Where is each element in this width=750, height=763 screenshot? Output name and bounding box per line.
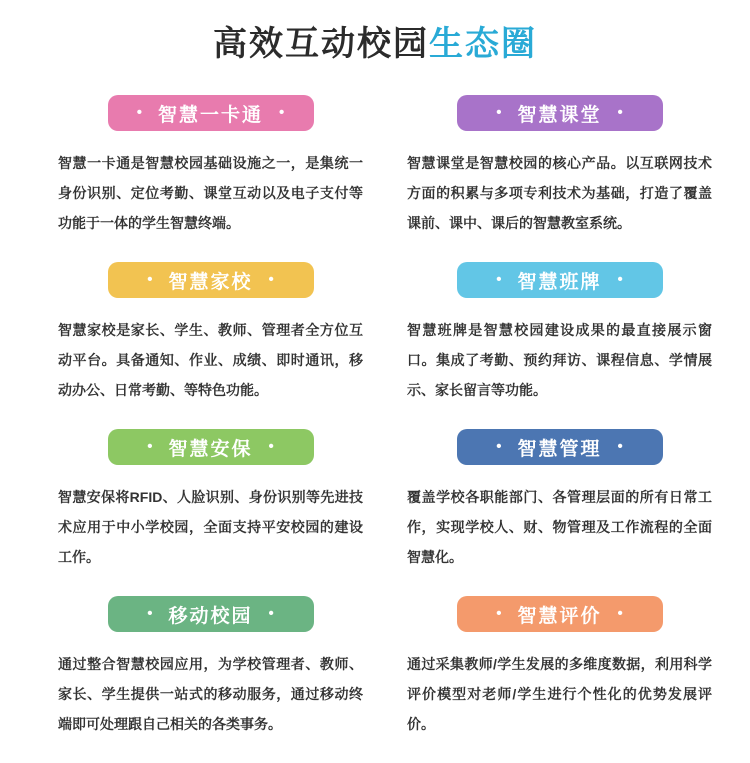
badge-smart-card — [108, 95, 314, 131]
card-smart-class-board — [407, 262, 712, 423]
title-black-part: 高效互动校园 — [213, 25, 429, 63]
card-smart-security — [58, 429, 363, 590]
badge-label: 移动校园 — [168, 605, 253, 627]
bullet-icon: • — [136, 103, 142, 121]
bullet-icon: • — [496, 103, 502, 121]
cards-grid — [0, 95, 750, 763]
bullet-icon: • — [617, 270, 623, 288]
badge-smart-class-board — [457, 262, 663, 298]
badge-label: 智慧一卡通 — [157, 104, 263, 126]
card-description: 通过采集教师/学生发展的多维度数据，利用科学评价模型对老师/学生进行个性化的优势发展评价。 — [407, 656, 712, 732]
bullet-icon: • — [496, 604, 502, 622]
bullet-icon: • — [617, 103, 623, 121]
badge-label: 智慧家校 — [168, 271, 253, 293]
badge-label: 智慧安保 — [168, 438, 253, 460]
card-smart-classroom — [407, 95, 712, 256]
card-mobile-campus — [58, 596, 363, 757]
bullet-icon: • — [147, 604, 153, 622]
card-smart-card — [58, 95, 363, 256]
bullet-icon: • — [268, 437, 274, 455]
card-description: 智慧一卡通是智慧校园基础设施之一，是集统一身份识别、定位考勤、课堂互动以及电子支付等功能于一体的学生智慧终端。 — [58, 155, 363, 231]
page-title — [0, 16, 750, 65]
badge-smart-management — [457, 429, 663, 465]
badge-smart-home-school — [108, 262, 314, 298]
card-description: 智慧班牌是智慧校园建设成果的最直接展示窗口。集成了考勤、预约拜访、课程信息、学情展示、家长留言等功能。 — [407, 322, 712, 398]
bullet-icon: • — [496, 270, 502, 288]
card-smart-management — [407, 429, 712, 590]
badge-label: 智慧评价 — [517, 605, 602, 627]
card-description: 智慧安保将RFID、人脸识别、身份识别等先进技术应用于中小学校园，全面支持平安校园的建设工作。 — [58, 489, 363, 565]
card-smart-home-school — [58, 262, 363, 423]
card-description: 覆盖学校各职能部门、各管理层面的所有日常工作，实现学校人、财、物管理及工作流程的全面智慧化。 — [407, 489, 712, 565]
badge-label: 智慧班牌 — [517, 271, 602, 293]
bullet-icon: • — [147, 270, 153, 288]
bullet-icon: • — [617, 604, 623, 622]
card-description: 智慧家校是家长、学生、教师、管理者全方位互动平台。具备通知、作业、成绩、即时通讯，移动办公、日常考勤、等特色功能。 — [58, 322, 363, 398]
card-description: 通过整合智慧校园应用，为学校管理者、教师、家长、学生提供一站式的移动服务，通过移动终端即可处理跟自己相关的各类事务。 — [58, 656, 363, 732]
card-smart-evaluation — [407, 596, 712, 757]
card-description: 智慧课堂是智慧校园的核心产品。以互联网技术方面的积累与多项专利技术为基础，打造了覆盖课前、课中、课后的智慧教室系统。 — [407, 155, 712, 231]
badge-smart-classroom — [457, 95, 663, 131]
bullet-icon: • — [147, 437, 153, 455]
bullet-icon: • — [617, 437, 623, 455]
bullet-icon: • — [268, 270, 274, 288]
badge-smart-evaluation — [457, 596, 663, 632]
bullet-icon: • — [268, 604, 274, 622]
badge-label: 智慧管理 — [517, 438, 602, 460]
badge-smart-security — [108, 429, 314, 465]
bullet-icon: • — [279, 103, 285, 121]
badge-label: 智慧课堂 — [517, 104, 602, 126]
badge-mobile-campus — [108, 596, 314, 632]
title-accent-part: 生态圈 — [429, 25, 537, 63]
bullet-icon: • — [496, 437, 502, 455]
